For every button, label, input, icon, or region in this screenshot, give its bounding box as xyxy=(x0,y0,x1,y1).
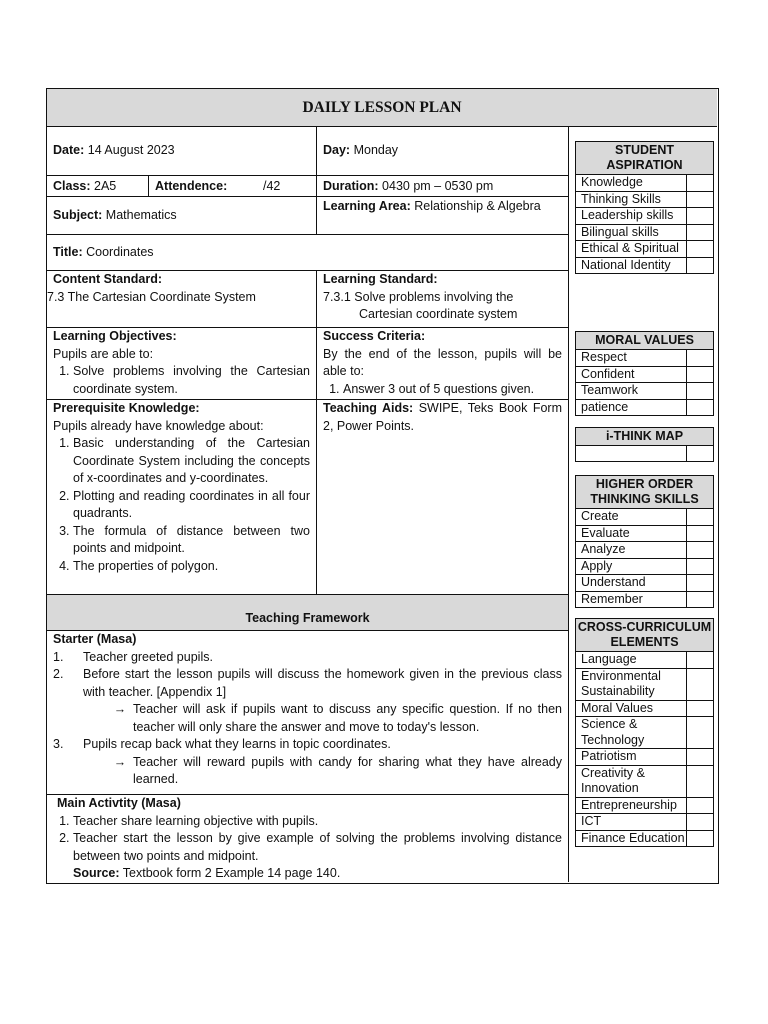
hots-checkbox[interactable] xyxy=(687,526,713,542)
hots-row: Apply xyxy=(576,559,713,576)
aspiration-checkbox[interactable] xyxy=(687,192,713,208)
starter-cell xyxy=(47,631,568,794)
starter-step: 1. Teacher greeted pupils. xyxy=(53,649,562,667)
subject-cell xyxy=(47,197,317,234)
cce-row: Environmental Sustainability xyxy=(576,669,713,701)
moral-row: Confident xyxy=(576,367,713,384)
moral-checkbox[interactable] xyxy=(687,400,713,416)
day-label: Day: xyxy=(323,143,351,157)
date-value: 14 August 2023 xyxy=(87,143,175,157)
cce-checkbox[interactable] xyxy=(687,749,713,765)
cce-checkbox[interactable] xyxy=(687,669,713,700)
cce-row: Entrepreneurship xyxy=(576,798,713,815)
cce-checkbox[interactable] xyxy=(687,717,713,748)
main-activity-row xyxy=(47,795,568,882)
moral-values-heading: MORAL VALUES xyxy=(576,332,713,350)
hots-checkbox[interactable] xyxy=(687,559,713,575)
starter-substep-3: Teacher will reward pupils with candy for sharing what they have already learned. xyxy=(133,754,562,786)
aspiration-checkbox[interactable] xyxy=(687,175,713,191)
objectives-label: Learning Objectives: xyxy=(53,329,177,343)
student-aspiration-box xyxy=(575,141,714,274)
ithink-checkbox[interactable] xyxy=(687,446,713,461)
learning-area-value: Relationship & Algebra xyxy=(414,199,541,213)
aspiration-row: National Identity xyxy=(576,258,713,274)
objectives-cell xyxy=(47,328,317,399)
learning-standard-value: 7.3.1 Solve problems involving the Cartesian coordinate system xyxy=(323,289,518,321)
starter-step: 2. Before start the lesson pupils will discuss the homework given in the previous class with teacher. [Appendix 1] xyxy=(53,666,562,701)
attendance-cell xyxy=(149,176,317,196)
success-criteria-intro: By the end of the lesson, pupils will be able to: xyxy=(323,346,562,378)
subject-row xyxy=(47,197,568,235)
objectives-intro: Pupils are able to: xyxy=(53,346,154,361)
cce-checkbox[interactable] xyxy=(687,831,713,847)
starter-substep-2: Teacher will ask if pupils want to discuss any specific question. If no then teacher will only share the answer and move to today's lesson. xyxy=(133,702,562,734)
cce-row: Science & Technology xyxy=(576,717,713,749)
ithink-map-heading: i-THINK MAP xyxy=(576,428,713,446)
hots-row: Remember xyxy=(576,592,713,608)
success-criteria-label: Success Criteria: xyxy=(323,329,426,343)
prerequisite-intro: Pupils already have knowledge about: xyxy=(53,418,264,433)
teaching-aids-label: Teaching Aids: xyxy=(323,401,414,415)
prerequisite-item: 1. Basic understanding of the Cartesian Coordinate System including the concepts of x-coordinates and y-coordinates. xyxy=(73,435,310,488)
main-activity-label: Main Activtity (Masa) xyxy=(57,796,181,810)
ithink-map-box xyxy=(575,427,714,462)
cce-row: Creativity & Innovation xyxy=(576,766,713,798)
arrow-icon: → xyxy=(113,754,127,769)
teaching-aids-value: SWIPE, Teks Book Form 2, Power Points. xyxy=(323,401,562,433)
moral-values-box xyxy=(575,331,714,416)
class-cell xyxy=(47,176,149,196)
duration-cell xyxy=(317,176,568,196)
starter-label: Starter (Masa) xyxy=(53,632,137,646)
cross-curriculum-heading: CROSS-CURRICULUM ELEMENTS xyxy=(576,619,713,652)
class-row xyxy=(47,176,568,197)
standards-row xyxy=(47,271,568,328)
main-activity-step: 2. Teacher start the lesson by give example of solving the problems involving distance between two points and midpoint. xyxy=(73,830,562,865)
cce-checkbox[interactable] xyxy=(687,701,713,717)
learning-area-cell xyxy=(317,197,568,234)
subject-label: Subject: xyxy=(53,208,103,222)
starter-substep xyxy=(53,701,562,736)
learning-standard-cell xyxy=(317,271,568,327)
starter-step-3: Pupils recap back what they learns in topic coordinates. xyxy=(83,737,391,751)
aspiration-row: Ethical & Spiritual xyxy=(576,241,713,258)
aspiration-checkbox[interactable] xyxy=(687,241,713,257)
date-row xyxy=(47,126,568,176)
hots-row: Analyze xyxy=(576,542,713,559)
cce-row: Finance Education xyxy=(576,831,713,847)
prerequisite-row xyxy=(47,400,568,595)
learning-standard-value-wrap xyxy=(323,289,562,324)
main-activity-step: 1. Teacher share learning objective with pupils. xyxy=(73,813,562,831)
moral-checkbox[interactable] xyxy=(687,367,713,383)
cce-checkbox[interactable] xyxy=(687,766,713,797)
learning-standard-label: Learning Standard: xyxy=(323,272,438,286)
arrow-icon: → xyxy=(113,702,127,716)
cce-checkbox[interactable] xyxy=(687,814,713,830)
aspiration-checkbox[interactable] xyxy=(687,225,713,241)
aspiration-row: Bilingual skills xyxy=(576,225,713,242)
starter-substep xyxy=(53,754,562,789)
lesson-title-cell xyxy=(47,235,568,270)
teaching-aids-cell xyxy=(317,400,568,594)
learning-area-label: Learning Area: xyxy=(323,199,411,213)
moral-row: Respect xyxy=(576,350,713,367)
hots-heading: HIGHER ORDER THINKING SKILLS xyxy=(576,476,713,509)
moral-checkbox[interactable] xyxy=(687,383,713,399)
attendance-label: Attendence: xyxy=(155,179,228,193)
source-label: Source: xyxy=(73,866,120,880)
date-label: Date: xyxy=(53,143,85,157)
hots-row: Evaluate xyxy=(576,526,713,543)
duration-label: Duration: xyxy=(323,179,379,193)
aspiration-checkbox[interactable] xyxy=(687,258,713,274)
hots-row: Understand xyxy=(576,575,713,592)
prerequisite-item: 3. The formula of distance between two points and midpoint. xyxy=(73,523,310,558)
hots-checkbox[interactable] xyxy=(687,575,713,591)
aspiration-row: Thinking Skills xyxy=(576,192,713,209)
class-label: Class: xyxy=(53,179,91,193)
success-criteria-item: 1. Answer 3 out of 5 questions given. xyxy=(343,381,562,399)
moral-row: patience xyxy=(576,400,713,416)
starter-row xyxy=(47,631,568,795)
starter-step-2: Before start the lesson pupils will discuss the homework given in the previous class with teacher. [Appendix 1] xyxy=(83,667,562,699)
moral-row: Teamwork xyxy=(576,383,713,400)
attendance-value: /42 xyxy=(263,179,281,193)
moral-checkbox[interactable] xyxy=(687,350,713,366)
content-standard-label: Content Standard: xyxy=(53,272,163,286)
content-standard-value: 7.3 The Cartesian Coordinate System xyxy=(47,289,256,304)
document-title: DAILY LESSON PLAN xyxy=(47,89,717,127)
student-aspiration-heading: STUDENT ASPIRATION xyxy=(576,142,713,175)
cce-row: ICT xyxy=(576,814,713,831)
cce-checkbox[interactable] xyxy=(687,798,713,814)
aspiration-row: Leadership skills xyxy=(576,208,713,225)
main-column xyxy=(47,126,569,882)
source-value: Textbook form 2 Example 14 page 140. xyxy=(122,866,341,880)
cce-row: Language xyxy=(576,652,713,669)
main-activity-cell xyxy=(47,795,568,882)
starter-step-1: Teacher greeted pupils. xyxy=(83,649,213,664)
cce-row: Patriotism xyxy=(576,749,713,766)
framework-heading: Teaching Framework xyxy=(245,611,370,625)
lesson-title-label: Title: xyxy=(53,245,83,259)
subject-value: Mathematics xyxy=(105,208,177,222)
cce-row: Moral Values xyxy=(576,701,713,718)
content-standard-cell xyxy=(47,271,317,327)
aspiration-checkbox[interactable] xyxy=(687,208,713,224)
lesson-title-value: Coordinates xyxy=(86,245,154,259)
prerequisite-cell xyxy=(47,400,317,594)
day-cell xyxy=(317,126,568,175)
prerequisite-item: 2. Plotting and reading coordinates in all four quadrants. xyxy=(73,488,310,523)
cross-curriculum-box xyxy=(575,618,714,847)
aspiration-row: Knowledge xyxy=(576,175,713,192)
hots-checkbox[interactable] xyxy=(687,509,713,525)
lesson-plan-frame xyxy=(46,88,719,884)
prerequisite-item: 4. The properties of polygon. xyxy=(73,558,310,576)
duration-value: 0430 pm – 0530 pm xyxy=(382,179,494,193)
hots-checkbox[interactable] xyxy=(687,592,713,608)
cce-checkbox[interactable] xyxy=(687,652,713,668)
date-cell xyxy=(47,126,317,175)
hots-checkbox[interactable] xyxy=(687,542,713,558)
objective-item: 1. Solve problems involving the Cartesian coordinate system. xyxy=(73,363,310,398)
framework-heading-row xyxy=(47,595,568,631)
title-row xyxy=(47,235,568,271)
objectives-row xyxy=(47,328,568,400)
starter-step: 3. Pupils recap back what they learns in topic coordinates. xyxy=(53,736,562,754)
day-value: Monday xyxy=(353,143,399,157)
class-value: 2A5 xyxy=(94,179,117,193)
prerequisite-label: Prerequisite Knowledge: xyxy=(53,401,200,415)
ithink-row xyxy=(576,446,713,461)
hots-row: Create xyxy=(576,509,713,526)
success-criteria-cell xyxy=(317,328,568,399)
hots-box xyxy=(575,475,714,608)
